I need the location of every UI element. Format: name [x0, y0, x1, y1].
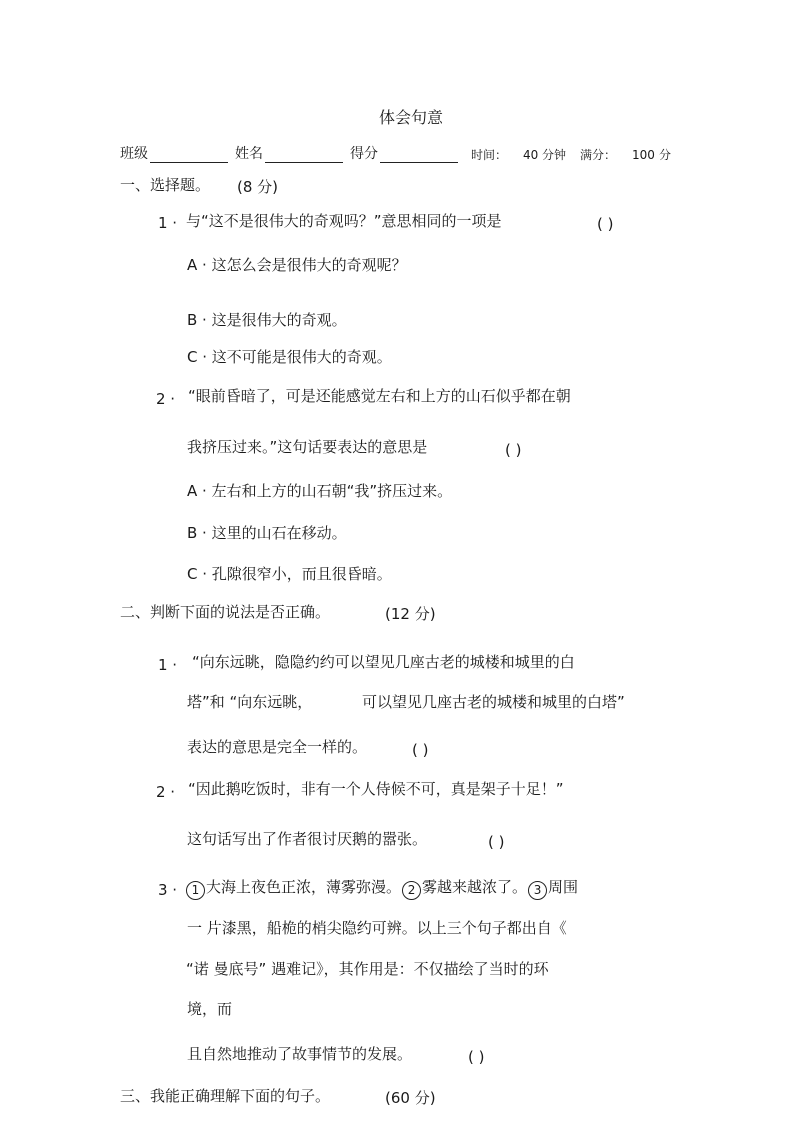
q2-option-c: C · 孔隙很窄小，而且很昏暗。: [187, 565, 392, 583]
page-title: 体会句意: [379, 108, 444, 127]
time-label: 时间：: [471, 148, 508, 162]
section-2-title: 二、判断下面的说法是否正确。: [120, 603, 331, 621]
j2-line-1: “因此鹅吃饭时，非有一个人侍候不可，真是架子十足！”: [188, 780, 564, 798]
j1-line-2a: 塔”和 “向东远眺，: [187, 693, 313, 711]
j1-number: 1 ·: [158, 656, 178, 674]
j3-sentence-2: 雾越来越浓了。: [422, 878, 528, 896]
q2-number: 2 ·: [156, 390, 176, 408]
j3-line-3: “诺 曼底号” 遇难记》，其作用是：不仅描绘了当时的环: [186, 960, 549, 978]
j1-line-3: 表达的意思是完全一样的。: [187, 738, 368, 756]
circled-number: 3: [528, 881, 547, 900]
q1-option-b: B · 这是很伟大的奇观。: [187, 311, 347, 329]
j1-answer-paren[interactable]: ( ): [412, 741, 429, 759]
name-field[interactable]: [265, 162, 343, 163]
class-label: 班级: [120, 146, 148, 162]
section-1-title: 一、选择题。: [120, 176, 211, 194]
j3-line-4: 境，而: [187, 1000, 233, 1018]
j3-sentence-3: 周围: [548, 878, 579, 896]
class-field[interactable]: [150, 162, 228, 163]
q2-line-2: 我挤压过来。”这句话要表达的意思是: [187, 438, 428, 456]
q1-answer-paren[interactable]: ( ): [597, 215, 614, 233]
q1-text: 与“这不是很伟大的奇观吗？”意思相同的一项是: [186, 212, 502, 230]
section-3-score: (60 分): [385, 1089, 436, 1107]
j2-answer-paren[interactable]: ( ): [488, 833, 505, 851]
full-unit: 分: [659, 148, 672, 162]
q2-option-b: B · 这里的山石在移动。: [187, 524, 347, 542]
j2-line-2: 这句话写出了作者很讨厌鹅的嚣张。: [187, 830, 428, 848]
section-1-score: (8 分): [237, 178, 279, 196]
section-2-score: (12 分): [385, 605, 436, 623]
full-label: 满分：: [580, 148, 617, 162]
q2-line-1: “眼前昏暗了，可是还能感觉左右和上方的山石似乎都在朝: [188, 387, 571, 405]
circled-number: 1: [186, 881, 205, 900]
j3-number: 3 ·: [158, 881, 178, 899]
j3-line-1: [185, 880, 578, 900]
j3-line-5: 且自然地推动了故事情节的发展。: [187, 1045, 413, 1063]
name-label: 姓名: [235, 146, 263, 162]
j3-sentence-1: 大海上夜色正浓，薄雾弥漫。: [206, 878, 402, 896]
time-value: 40: [523, 148, 539, 162]
circled-number: 2: [402, 881, 421, 900]
q1-number: 1 ·: [158, 214, 178, 232]
j1-line-1: “向东远眺，隐隐约约可以望见几座古老的城楼和城里的白: [192, 653, 575, 671]
section-3-title: 三、我能正确理解下面的句子。: [120, 1087, 331, 1105]
j3-answer-paren[interactable]: ( ): [468, 1048, 485, 1066]
j1-line-2b: 可以望见几座古老的城楼和城里的白塔”: [362, 693, 625, 711]
score-field[interactable]: [380, 162, 458, 163]
q2-option-a: A · 左右和上方的山石朝“我”挤压过来。: [187, 482, 453, 500]
time-unit: 分钟: [542, 148, 567, 162]
q1-option-a: A · 这怎么会是很伟大的奇观呢？: [187, 256, 407, 274]
full-value: 100: [632, 148, 655, 162]
score-label: 得分: [350, 146, 378, 162]
j2-number: 2 ·: [156, 783, 176, 801]
q1-option-c: C · 这不可能是很伟大的奇观。: [187, 348, 392, 366]
j3-line-2: 一 片漆黑，船桅的梢尖隐约可辨。以上三个句子都出自《: [187, 919, 567, 937]
q2-answer-paren[interactable]: ( ): [505, 441, 522, 459]
